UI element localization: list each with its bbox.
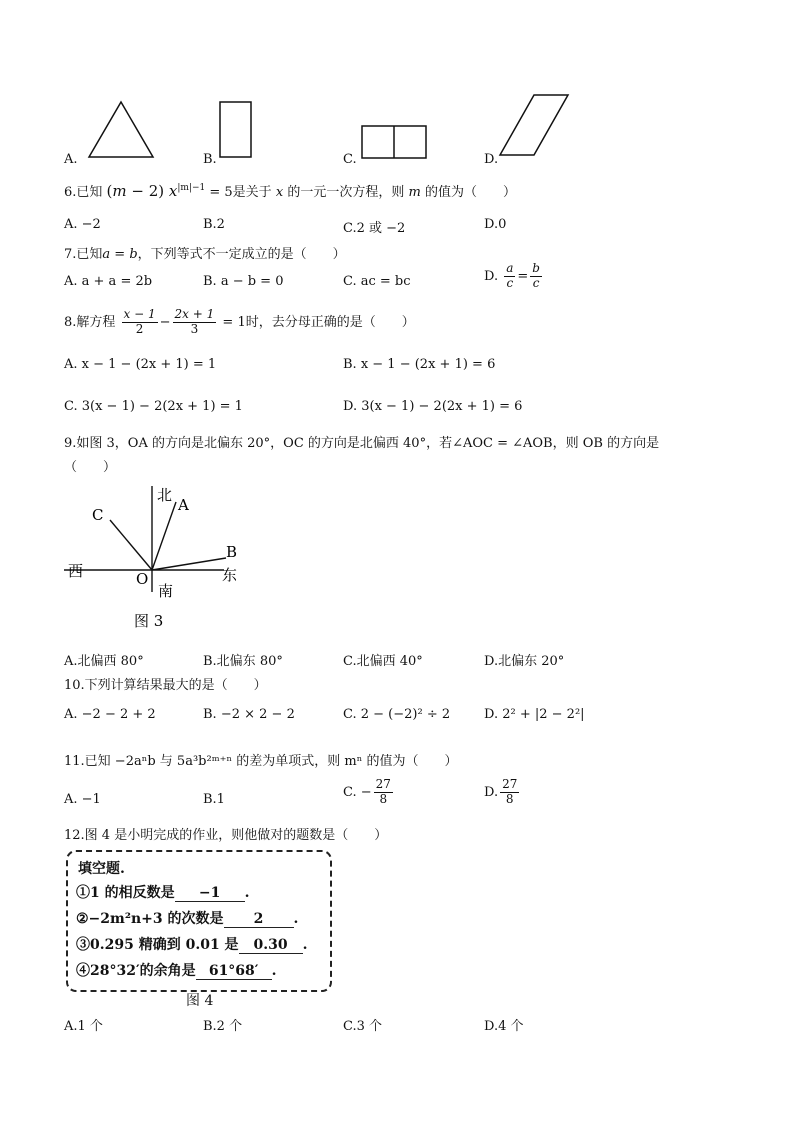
q8-option-a: A. x − 1 − (2x + 1) = 1 xyxy=(64,357,217,372)
double-square-shape xyxy=(360,124,430,160)
q9-option-b: B.北偏东 80° xyxy=(203,654,283,669)
homework-item-4-text: ④28°32′的余角是 xyxy=(76,963,196,979)
east-label: 东 xyxy=(222,566,238,584)
north-label: 北 xyxy=(157,486,173,504)
homework-item-2-answer: 2 xyxy=(224,911,294,928)
homework-item-2: ②−2m²n+3 的次数是 2 . xyxy=(76,911,299,927)
q11-option-b: B.1 xyxy=(203,792,225,807)
homework-card-title: 填空题. xyxy=(78,861,125,877)
q6-prefix: 6.已知 xyxy=(64,185,103,200)
q8-d2: 3 xyxy=(190,321,199,336)
option-b-label: B. xyxy=(203,152,217,167)
q8-minus: − xyxy=(159,314,171,330)
q8-prefix: 8.解方程 xyxy=(64,314,116,330)
q8-n1: x − 1 xyxy=(123,307,156,321)
q7-fraction-b-over-c: $\frac{b}{c}$ xyxy=(532,261,540,290)
point-c-label: C xyxy=(92,506,104,524)
q8-stem xyxy=(64,308,415,337)
q11-d-den: 8 xyxy=(505,791,514,806)
q6-option-d: D.0 xyxy=(484,217,507,232)
q7-option-d-label: D. xyxy=(484,268,499,284)
q11-option-d xyxy=(484,778,521,807)
west-label: 西 xyxy=(68,562,84,580)
q7-option-d: D. $\frac{a}{c}$ = $\frac{b}{c}$ xyxy=(484,261,540,290)
q8-tail: = 1时，去分母正确的是（ ） xyxy=(222,314,415,330)
q12-stem: 12.图 4 是小明完成的作业，则他做对的题数是（ ） xyxy=(64,828,388,843)
q10-option-b: B. −2 × 2 − 2 xyxy=(203,707,295,722)
q6-eq: = 5是关于 xyxy=(209,185,272,200)
figure-4-caption: 图 4 xyxy=(186,993,214,1009)
q6-x: x xyxy=(275,185,284,200)
option-d-label: D. xyxy=(484,152,499,167)
q7-option-c: C. ac = bc xyxy=(343,274,411,289)
q8-fraction-2 xyxy=(173,308,217,337)
q12-option-b: B.2 个 xyxy=(203,1019,243,1034)
homework-item-1-answer: −1 xyxy=(175,885,245,902)
q11-stem: 11.已知 −2aⁿb 与 5a³b²ᵐ⁺ⁿ 的差为单项式，则 mⁿ 的值为（ ） xyxy=(64,754,458,769)
homework-item-3-answer: 0.30 xyxy=(239,937,303,954)
homework-item-4-answer: 61°68′ xyxy=(196,963,272,980)
q8-n2: 2x + 1 xyxy=(174,307,215,321)
compass-direction-figure xyxy=(64,480,254,635)
origin-label: O xyxy=(136,570,149,588)
homework-item-3-text: ③0.295 精确到 0.01 是 xyxy=(76,937,239,953)
q11-option-c-label: C. − xyxy=(343,784,372,800)
q9-option-a: A.北偏西 80° xyxy=(64,654,144,669)
q10-option-c: C. 2 − (−2)² ÷ 2 xyxy=(343,707,451,722)
q6-option-a: A. −2 xyxy=(64,217,101,232)
q8-option-b: B. x − 1 − (2x + 1) = 6 xyxy=(343,357,496,372)
homework-card xyxy=(66,850,332,992)
q7-stem xyxy=(64,243,346,262)
homework-item-1-text: ①1 的相反数是 xyxy=(76,885,175,901)
q7-tail: ，下列等式不一定成立的是（ ） xyxy=(137,247,346,262)
point-a-label: A xyxy=(178,496,189,514)
q8-option-c: C. 3(x − 1) − 2(2x + 1) = 1 xyxy=(64,399,243,414)
homework-item-1: ①1 的相反数是 −1 . xyxy=(76,885,250,901)
q6-option-c: C.2 或 −2 xyxy=(343,221,406,236)
q8-d1: 2 xyxy=(135,321,144,336)
q6-option-b: B.2 xyxy=(203,217,225,232)
q6-stem xyxy=(64,181,516,200)
ray-oc xyxy=(110,520,152,570)
q10-stem: 10.下列计算结果最大的是（ ） xyxy=(64,678,267,693)
q9-option-d: D.北偏东 20° xyxy=(484,654,565,669)
q10-option-a: A. −2 − 2 + 2 xyxy=(64,707,156,722)
q6-expression: (m − 2) $x^{|m|-1}$ xyxy=(106,182,206,200)
q7-option-a: A. a + a = 2b xyxy=(64,274,153,289)
q7-prefix: 7.已知 xyxy=(64,247,103,262)
q10-option-d: D. 2² + |2 − 2²| xyxy=(484,707,585,722)
q12-option-a: A.1 个 xyxy=(64,1019,103,1034)
q8-fraction-1 xyxy=(122,308,158,337)
parallelogram-shape xyxy=(498,92,570,158)
q12-option-d: D.4 个 xyxy=(484,1019,524,1034)
q6-m: m xyxy=(408,185,421,200)
option-a-label: A. xyxy=(64,152,78,167)
point-b-label: B xyxy=(226,543,238,561)
q9-option-c: C.北偏西 40° xyxy=(343,654,423,669)
rectangle-shape xyxy=(218,100,254,160)
q11-d-fraction xyxy=(500,778,519,807)
option-c-label: C. xyxy=(343,152,357,167)
q7-fraction-a-over-c: $\frac{a}{c}$ xyxy=(506,261,514,290)
q12-option-c: C.3 个 xyxy=(343,1019,383,1034)
q9-stem-line2: （ ） xyxy=(64,460,117,475)
q11-option-c xyxy=(343,778,395,807)
homework-item-2-text: ②−2m²n+3 的次数是 xyxy=(76,911,224,927)
ray-ob xyxy=(152,558,226,570)
triangle-shape xyxy=(86,100,156,160)
homework-item-4: ④28°32′的余角是 61°68′ . xyxy=(76,963,277,979)
q6-mid: 的一元一次方程，则 xyxy=(287,185,405,200)
q11-option-a: A. −1 xyxy=(64,792,101,807)
q8-option-d: D. 3(x − 1) − 2(2x + 1) = 6 xyxy=(343,399,523,414)
south-label: 南 xyxy=(158,582,174,600)
q11-c-num: 27 xyxy=(375,777,391,791)
q11-c-fraction xyxy=(374,778,393,807)
figure-3-caption: 图 3 xyxy=(134,612,164,630)
q7-cond: a = b xyxy=(102,247,138,262)
q11-c-den: 8 xyxy=(379,791,388,806)
ray-oa xyxy=(152,502,176,570)
q11-d-num: 27 xyxy=(502,777,518,791)
q9-stem-line1: 9.如图 3，OA 的方向是北偏东 20°，OC 的方向是北偏西 40°，若∠AOC = ∠AOB，则 OB 的方向是 xyxy=(64,436,660,451)
q6-suffix: 的值为（ ） xyxy=(424,185,516,200)
homework-item-3: ③0.295 精确到 0.01 是 0.30 . xyxy=(76,937,308,953)
q7-option-b: B. a − b = 0 xyxy=(203,274,284,289)
q11-option-d-label: D. xyxy=(484,784,499,800)
